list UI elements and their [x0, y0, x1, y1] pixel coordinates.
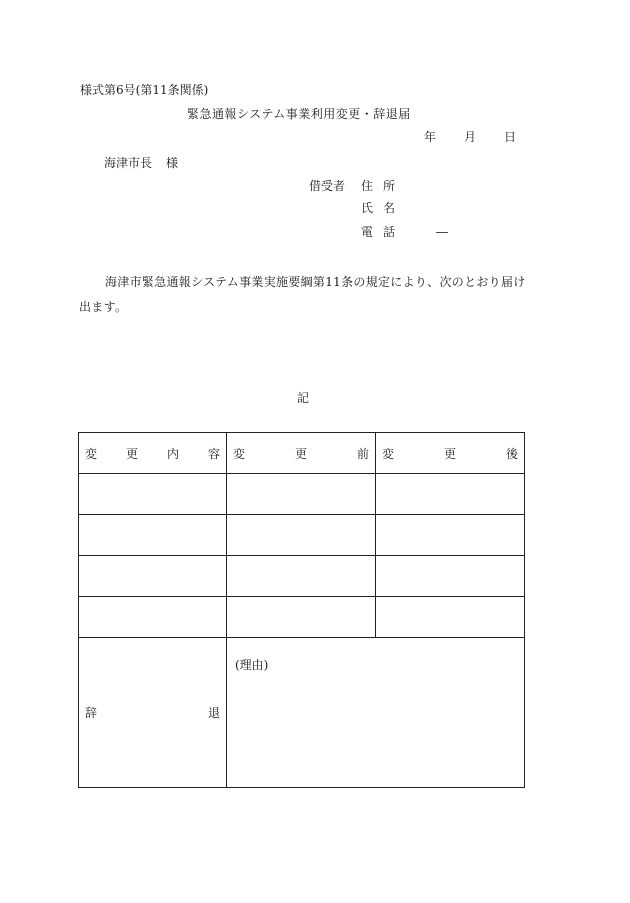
phone-label: 電話	[361, 225, 406, 239]
table-cell[interactable]	[227, 556, 376, 597]
document-title: 緊急通報システム事業利用変更・辞退届	[187, 107, 411, 121]
table-row	[79, 556, 525, 597]
phone-dash: ―	[436, 225, 448, 239]
withdraw-row	[79, 638, 525, 788]
reason-cell[interactable]	[227, 638, 525, 788]
applicant-label: 借受者	[309, 179, 346, 193]
table-cell[interactable]	[79, 474, 227, 515]
header-char: 容	[207, 446, 220, 461]
header-char: 内	[166, 446, 179, 461]
table-cell[interactable]	[376, 556, 525, 597]
body-text: 海津市緊急通報システム事業実施要綱第11条の規定により、次のとおり届け出ます。	[79, 275, 526, 314]
table-cell[interactable]	[376, 474, 525, 515]
header-change-content	[79, 433, 227, 474]
header-char: 変	[233, 446, 246, 461]
header-char: 更	[294, 446, 307, 461]
name-label: 氏名	[361, 201, 406, 215]
ki-heading: 記	[297, 391, 310, 405]
table-cell[interactable]	[79, 556, 227, 597]
form-number: 様式第6号(第11条関係)	[80, 83, 209, 97]
table-row	[79, 474, 525, 515]
header-char: 更	[125, 446, 138, 461]
table-header-row	[79, 433, 525, 474]
header-char: 更	[443, 446, 456, 461]
table-row	[79, 515, 525, 556]
table-cell[interactable]	[227, 474, 376, 515]
withdraw-char: 辞	[85, 706, 98, 720]
table-cell[interactable]	[376, 515, 525, 556]
date-line	[424, 131, 524, 143]
header-char: 前	[356, 446, 369, 461]
withdraw-label-cell	[79, 638, 227, 788]
header-char: 変	[85, 446, 98, 461]
header-before-change	[227, 433, 376, 474]
date-year-label: 年	[424, 130, 437, 144]
table-cell[interactable]	[79, 597, 227, 638]
table-cell[interactable]	[227, 597, 376, 638]
addressee-honorific: 様	[166, 156, 179, 170]
header-after-change	[376, 433, 525, 474]
address-label: 住所	[361, 179, 406, 193]
table-cell[interactable]	[227, 515, 376, 556]
header-char: 変	[382, 446, 395, 461]
reason-label: (理由)	[235, 658, 269, 672]
date-day-label: 日	[504, 130, 517, 144]
table-cell[interactable]	[79, 515, 227, 556]
addressee	[104, 157, 178, 169]
table-cell[interactable]	[376, 597, 525, 638]
withdraw-char: 退	[207, 706, 220, 720]
date-month-label: 月	[464, 130, 477, 144]
header-char: 後	[505, 446, 518, 461]
addressee-name: 海津市長	[104, 156, 153, 170]
change-table	[78, 432, 525, 788]
table-row	[79, 597, 525, 638]
